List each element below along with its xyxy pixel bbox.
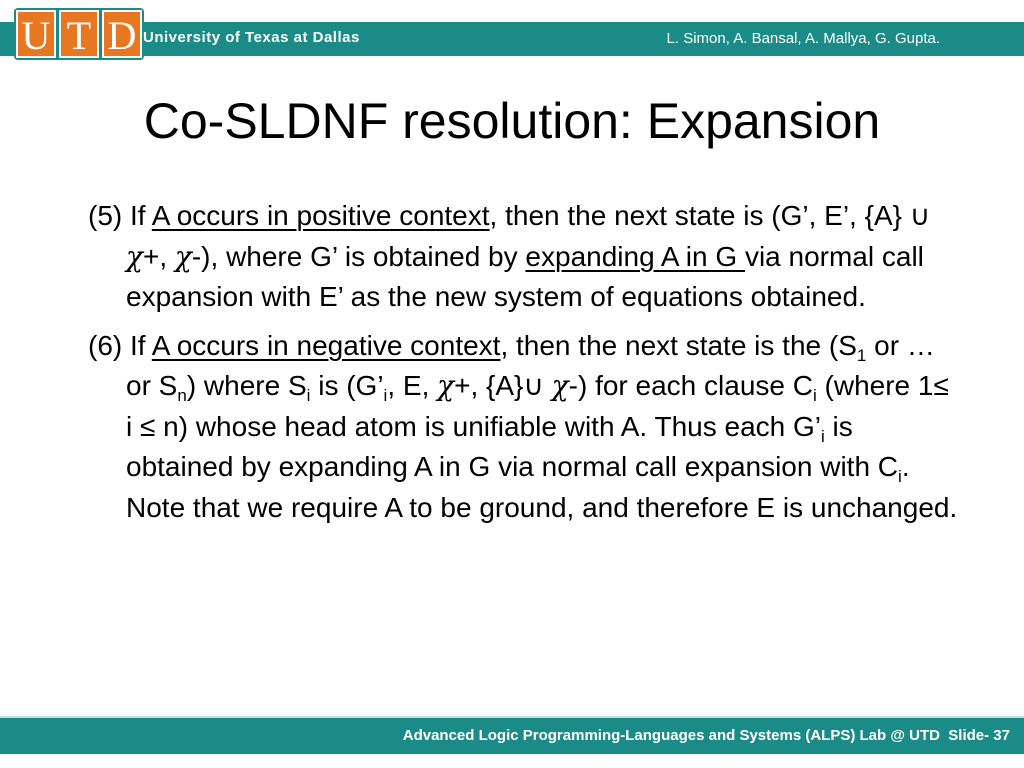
authors: L. Simon, A. Bansal, A. Mallya, G. Gupta. bbox=[666, 30, 940, 47]
slide-title: Co-SLDNF resolution: Expansion bbox=[143, 93, 881, 149]
underlined-phrase: A occurs in negative context bbox=[151, 329, 501, 361]
chi-symbol: χ bbox=[551, 369, 569, 402]
text-run: or … or S bbox=[126, 329, 935, 401]
text-run: , then the next state is (G’, E’, {A} bbox=[489, 200, 910, 231]
text-run: -), where G’ is obtained by bbox=[191, 240, 526, 272]
text-run bbox=[544, 370, 552, 401]
text-run: via normal call expansion with E’ as the new system of equations obtained. bbox=[126, 240, 924, 312]
text-run: ) where S bbox=[186, 370, 307, 401]
text-run: -) for each clause C bbox=[568, 370, 813, 401]
subscript: i bbox=[898, 467, 902, 486]
logo-letter-t: T bbox=[59, 10, 99, 58]
text-run: +, {A} bbox=[454, 370, 524, 401]
university-name: University of Texas at Dallas bbox=[143, 29, 360, 46]
footer-text bbox=[403, 727, 1010, 744]
union-symbol: ∪ bbox=[523, 370, 544, 401]
subscript: 1 bbox=[856, 345, 867, 365]
text-run: (where 1≤ i ≤ n) whose head atom is unifiable with A. Thus each G’ bbox=[126, 370, 949, 442]
chi-symbol: χ bbox=[174, 239, 192, 273]
logo-letter-d: D bbox=[102, 10, 142, 58]
text-run: is (G’ bbox=[310, 370, 384, 401]
text-run: (6) If bbox=[88, 329, 152, 361]
subscript: i bbox=[812, 386, 817, 405]
text-run: +, bbox=[142, 240, 175, 272]
utd-logo bbox=[14, 8, 144, 60]
slide-number: Slide- 37 bbox=[948, 727, 1010, 744]
list-item-6 bbox=[88, 326, 958, 529]
list-item-5 bbox=[88, 196, 958, 318]
chi-symbol: χ bbox=[126, 239, 143, 273]
header-bar bbox=[0, 0, 1024, 64]
text-run: , then the next state is the (S bbox=[500, 329, 857, 361]
footer-bar bbox=[0, 716, 1024, 754]
chi-symbol: χ bbox=[437, 369, 455, 402]
text-run: (5) If bbox=[88, 200, 152, 231]
text-run: is obtained by expanding A in G via normal call expansion with C bbox=[126, 410, 899, 482]
subscript: i bbox=[383, 386, 388, 405]
union-symbol: ∪ bbox=[909, 200, 931, 231]
slide-body bbox=[88, 196, 958, 536]
subscript: i bbox=[306, 386, 311, 405]
underlined-phrase: expanding A in G bbox=[525, 240, 745, 272]
subscript: i bbox=[821, 426, 825, 446]
underlined-phrase: A occurs in positive context bbox=[151, 200, 490, 231]
text-run: , E, bbox=[387, 370, 438, 401]
text-run: . Note that we require A to be ground, and therefore E is unchanged. bbox=[126, 451, 958, 523]
lab-name: Advanced Logic Programming-Languages and Systems (ALPS) Lab @ UTD bbox=[402, 727, 940, 744]
logo-letter-u: U bbox=[16, 10, 56, 58]
subscript: n bbox=[177, 386, 187, 405]
